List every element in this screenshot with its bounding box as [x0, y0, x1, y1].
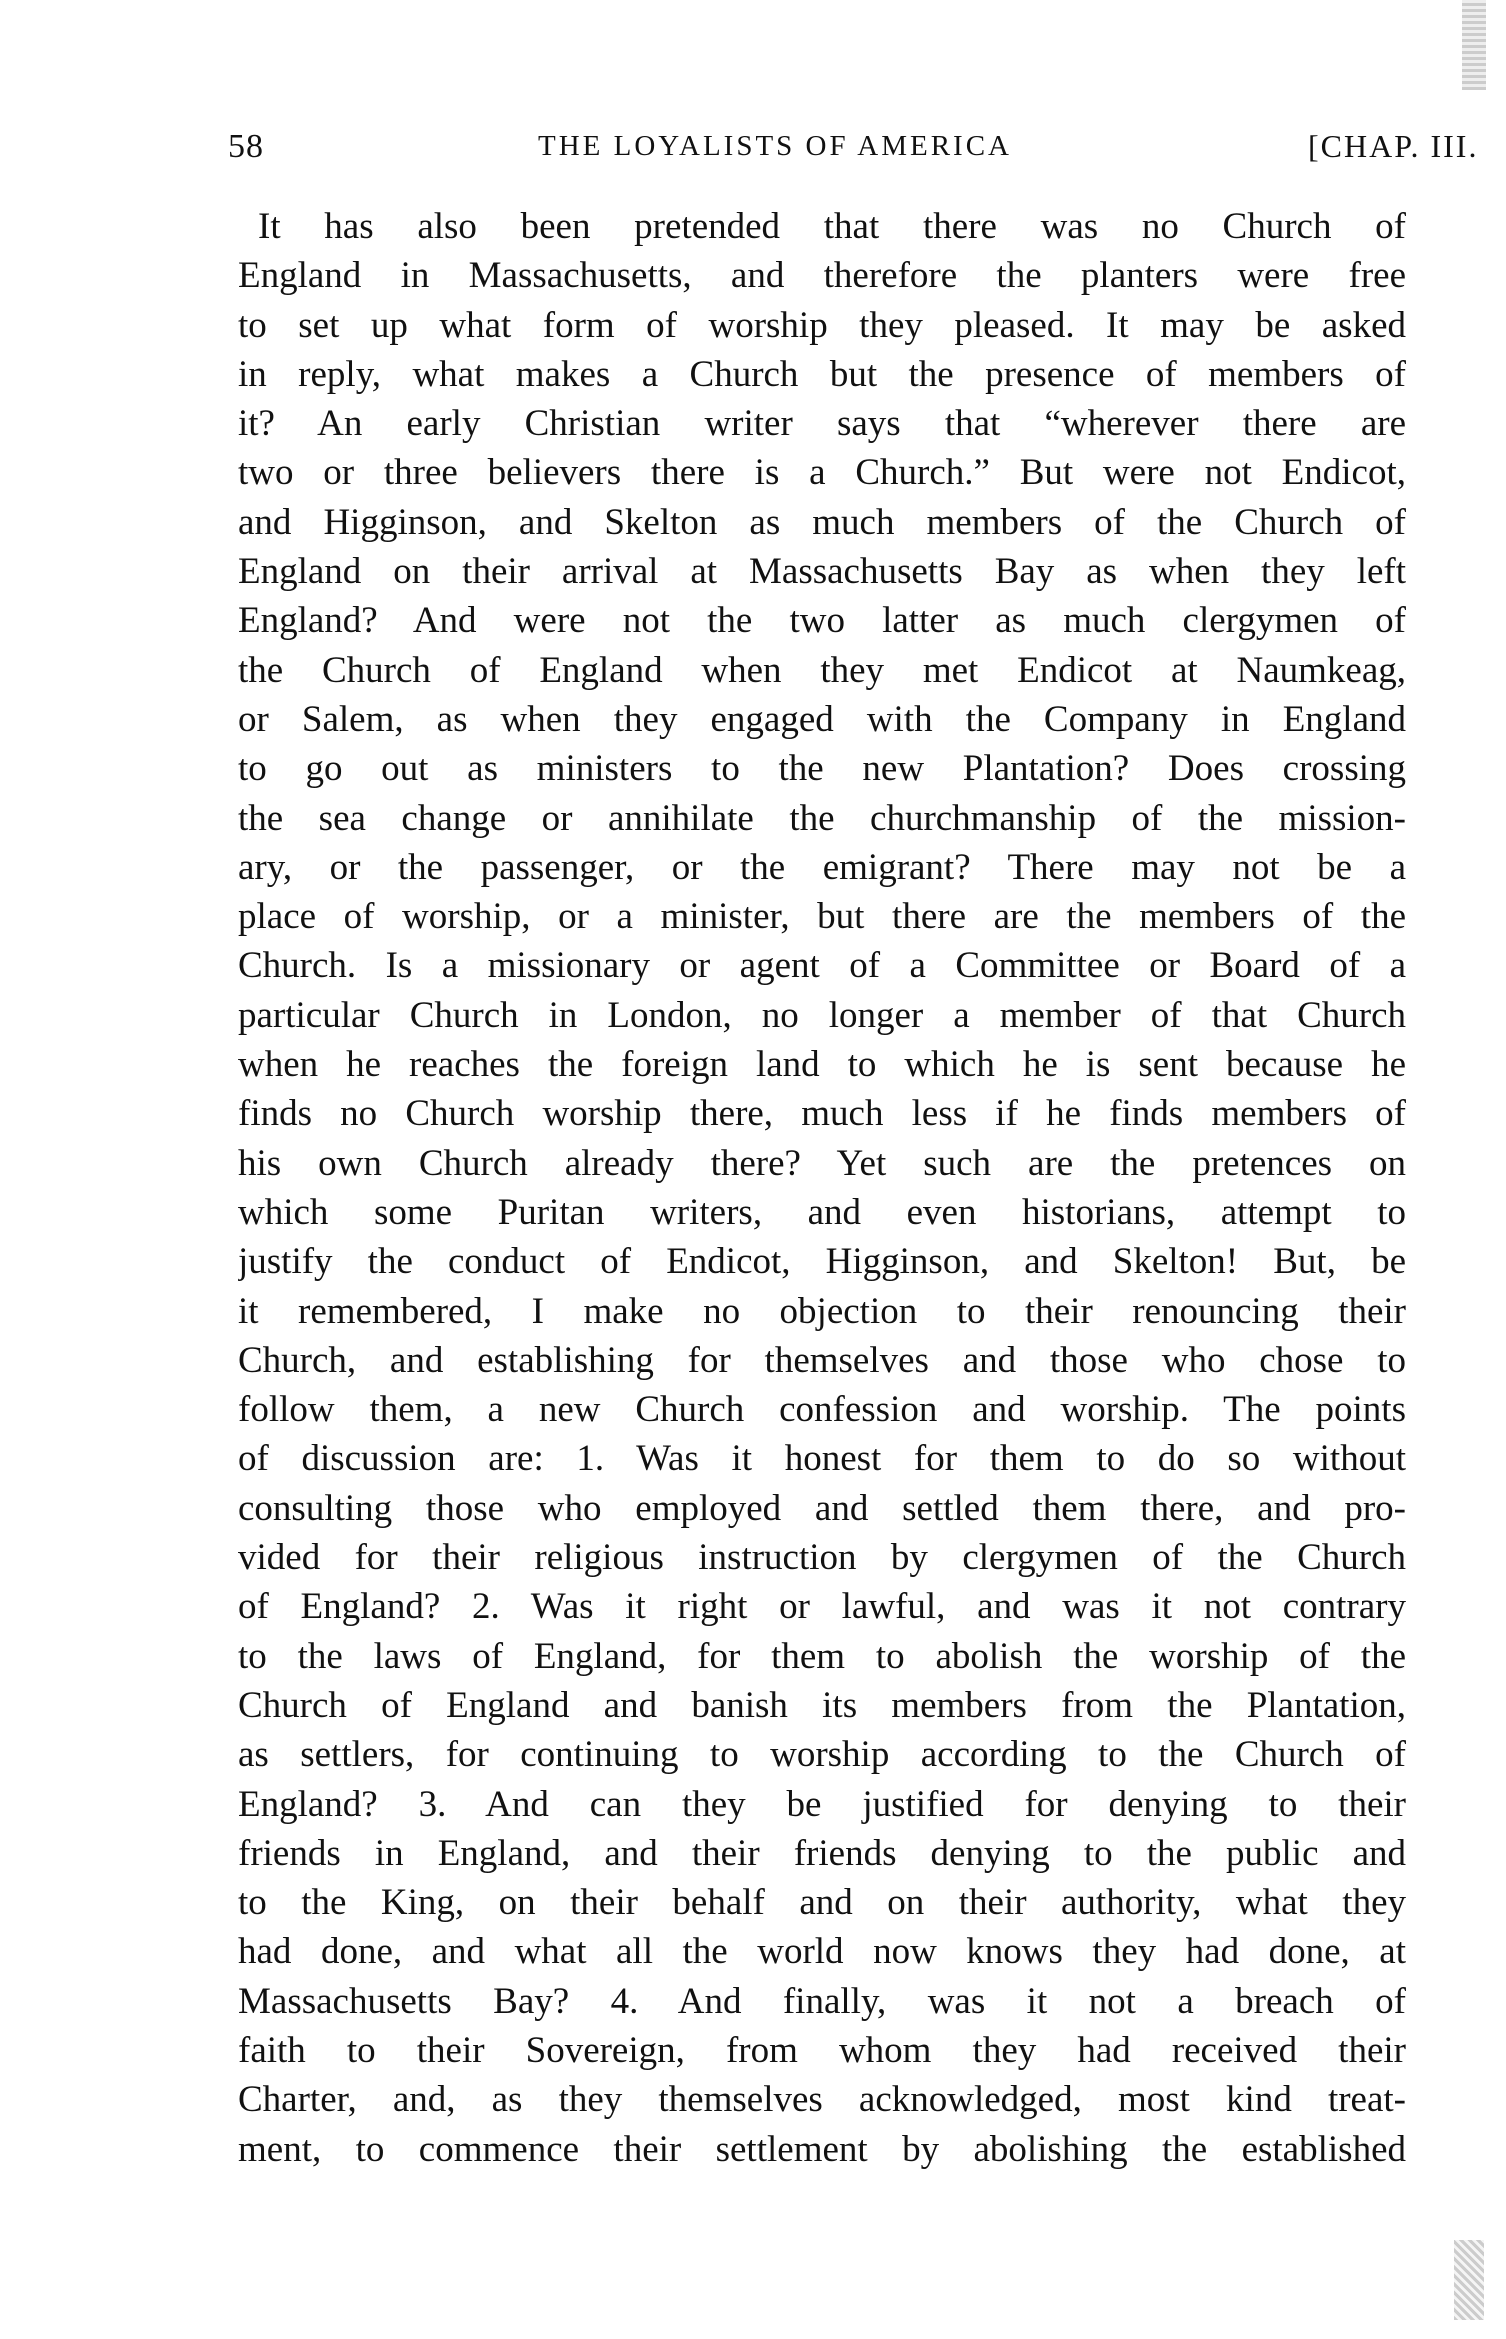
text-line: finds no Church worship there, much less if he finds members of	[238, 1093, 1406, 1135]
text-line: or Salem, as when they engaged with the Company in England	[238, 698, 1406, 740]
text-line: England on their arrival at Massachusetts Bay as when they left	[238, 551, 1406, 593]
text-line: justify the conduct of Endicot, Higginson, and Skelton! But, be	[238, 1241, 1406, 1283]
text-line: vided for their religious instruction by clergymen of the Church	[238, 1537, 1406, 1579]
text-line: friends in England, and their friends denying to the public and	[238, 1832, 1406, 1874]
text-line: the sea change or annihilate the churchmanship of the mission-	[238, 797, 1406, 839]
text-line: of England? 2. Was it right or lawful, and was it not contrary	[238, 1586, 1406, 1628]
text-line: England in Massachusetts, and therefore the planters were free	[238, 255, 1406, 297]
text-line: consulting those who employed and settled them there, and pro-	[238, 1487, 1406, 1529]
text-line: and Higginson, and Skelton as much members of the Church of	[238, 501, 1406, 543]
text-line: to set up what form of worship they pleased. It may be asked	[238, 304, 1406, 346]
text-line: ary, or the passenger, or the emigrant? There may not be a	[238, 846, 1406, 888]
text-line: his own Church already there? Yet such are the pretences on	[238, 1142, 1406, 1184]
text-line: faith to their Sovereign, from whom they had received their	[238, 2029, 1406, 2071]
text-line: to the King, on their behalf and on their authority, what they	[238, 1882, 1406, 1924]
page-number: 58	[228, 128, 264, 165]
text-line: Church. Is a missionary or agent of a Committee or Board of a	[238, 945, 1406, 987]
text-line: place of worship, or a minister, but there are the members of the	[238, 896, 1406, 938]
text-line: ment, to commence their settlement by abolishing the established	[238, 2128, 1406, 2170]
text-line: two or three believers there is a Church.” But were not Endicot,	[238, 452, 1406, 494]
running-head: THE LOYALISTS OF AMERICA	[538, 130, 1012, 162]
chapter-reference: [CHAP. III.	[1308, 128, 1479, 164]
scan-edge-artifact-top	[1462, 0, 1486, 90]
text-line: England? And were not the two latter as much clergymen of	[238, 600, 1406, 642]
scan-edge-artifact-bottom	[1454, 2240, 1484, 2320]
text-line: in reply, what makes a Church but the presence of members of	[238, 353, 1406, 395]
text-line: as settlers, for continuing to worship according to the Church of	[238, 1734, 1406, 1776]
text-line: Church, and establishing for themselves and those who chose to	[238, 1339, 1406, 1381]
text-line: Massachusetts Bay? 4. And finally, was it not a breach of	[238, 1980, 1406, 2022]
text-line: Charter, and, as they themselves acknowledged, most kind treat-	[238, 2079, 1406, 2121]
text-line: it? An early Christian writer says that “wherever there are	[238, 403, 1406, 445]
text-line: it remembered, I make no objection to their renouncing their	[238, 1290, 1406, 1332]
text-line: England? 3. And can they be justified for denying to their	[238, 1783, 1406, 1825]
body-text	[238, 202, 1406, 2174]
text-line: It has also been pretended that there was no Church of	[258, 206, 1406, 247]
text-line: Church of England and banish its members from the Plantation,	[238, 1684, 1406, 1726]
text-line: had done, and what all the world now knows they had done, at	[238, 1931, 1406, 1973]
text-line: follow them, a new Church confession and worship. The points	[238, 1389, 1406, 1431]
text-line: to the laws of England, for them to abolish the worship of the	[238, 1635, 1406, 1677]
text-line: the Church of England when they met Endicot at Naumkeag,	[238, 649, 1406, 691]
page-header	[228, 128, 1479, 178]
text-line: to go out as ministers to the new Plantation? Does crossing	[238, 748, 1406, 790]
text-line: of discussion are: 1. Was it honest for them to do so without	[238, 1438, 1406, 1480]
text-line: which some Puritan writers, and even historians, attempt to	[238, 1191, 1406, 1233]
text-line: particular Church in London, no longer a member of that Church	[238, 994, 1406, 1036]
text-line: when he reaches the foreign land to which he is sent because he	[238, 1044, 1406, 1086]
